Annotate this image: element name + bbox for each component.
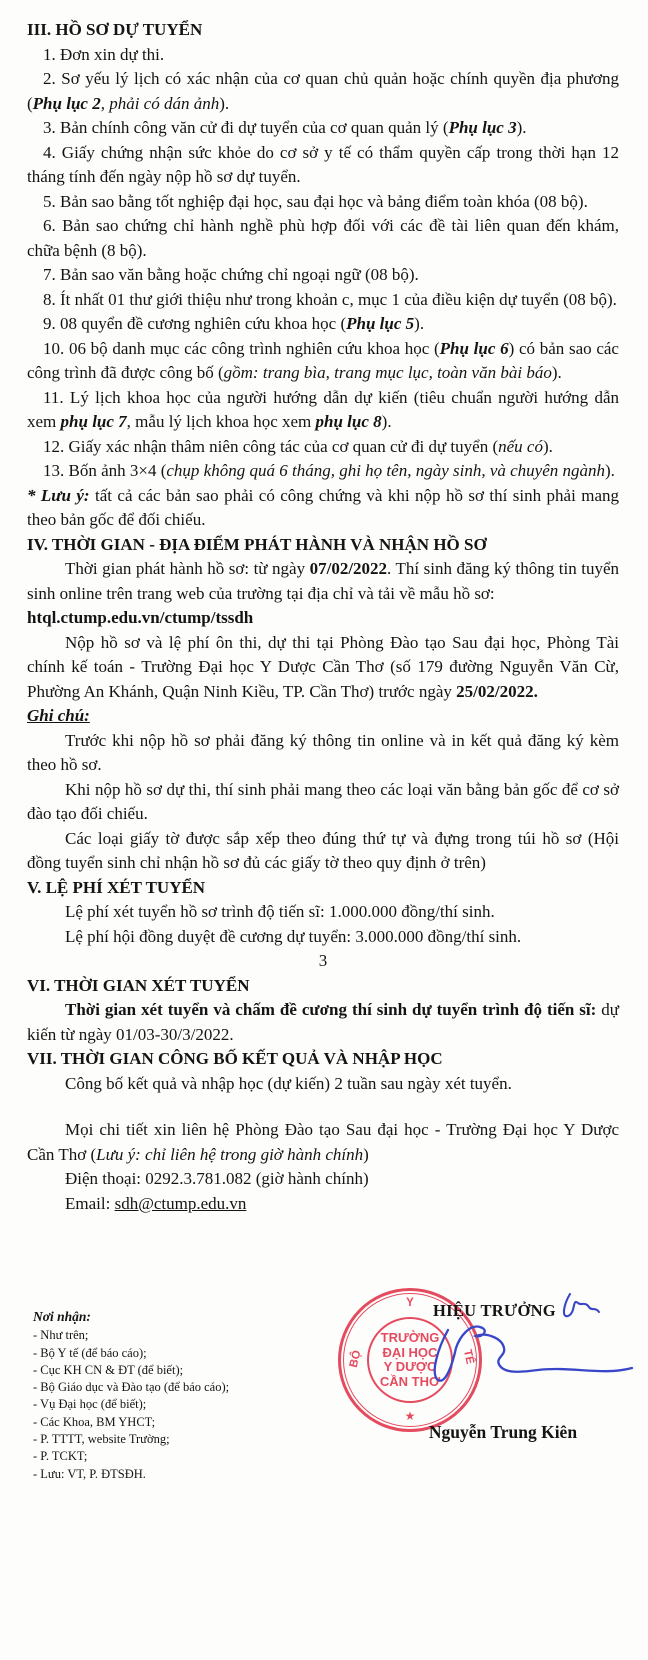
list-item-3: 3. Bản chính công văn cử đi dự tuyển của cơ quan quản lý (Phụ lục 3). [43,118,527,137]
section-heading-iv: IV. THỜI GIAN - ĐỊA ĐIỂM PHÁT HÀNH VÀ NHẬN HỒ SƠ [27,534,487,554]
stamp-ring-right: TẾ [461,1348,477,1366]
recipients-block [33,1308,313,1483]
signature-ink [420,1320,642,1394]
note: * Lưu ý: tất cả các bản sao phải có công chứng và khi nộp hồ sơ thí sinh phải mang theo bản gốc để đối chiếu. [27,485,619,529]
paragraph: Công bố kết quả và nhập học (dự kiến) 2 tuần sau ngày xét tuyển. [65,1073,512,1093]
signer-name: Nguyễn Trung Kiên [428,1422,578,1442]
stamp-line: TRƯỜNG [380,1330,440,1345]
fee-line-2: Lệ phí hội đồng duyệt đề cương dự tuyển: 3.000.000 đồng/thí sinh. [65,926,522,946]
paragraph: Các loại giấy tờ được sắp xếp theo đúng thứ tự và đựng trong túi hồ sơ (Hội đồng tuyển sinh chỉ nhận hồ sơ đủ các giấy tờ theo quy định ở trên) [27,828,619,872]
paragraph: Thời gian phát hành hồ sơ: từ ngày 07/02/2022. Thí sinh đăng ký thông tin tuyển sinh online trên trang web của trường tại địa chỉ và tải về mẫu hồ sơ: [27,559,619,603]
stamp-ring-top: Y [406,1297,414,1309]
list-item-9: 9. 08 quyển đề cương nghiên cứu khoa học (Phụ lục 5). [43,314,425,333]
list-item-6: 6. Bản sao chứng chỉ hành nghề phù hợp đối với các đề tài liên quan đến khám, chữa bệnh (8 bộ). [27,216,619,260]
recipient-item: - P. TCKT; [33,1449,88,1464]
list-item-4: 4. Giấy chứng nhận sức khỏe do cơ sở y tế có thẩm quyền cấp trong thời hạn 12 tháng tính đến ngày nộp hồ sơ dự tuyển. [27,142,619,186]
paragraph: Khi nộp hồ sơ dự thi, thí sinh phải mang theo các loại văn bằng bản gốc để cơ sở đào tạo đối chiếu. [27,779,619,823]
list-item-12: 12. Giấy xác nhận thâm niên công tác của cơ quan cử đi dự tuyển (nếu có). [43,436,553,456]
recipient-item: - Vụ Đại học (để biết); [33,1397,147,1412]
note-heading: Ghi chú: [27,706,90,725]
section-heading-vii: VII. THỜI GIAN CÔNG BỐ KẾT QUẢ VÀ NHẬP HỌC [27,1049,443,1068]
section-heading-vi: VI. THỜI GIAN XÉT TUYỂN [27,975,250,995]
paragraph: Thời gian xét tuyển và chấm đề cương thí sinh dự tuyển trình độ tiến sĩ: dự kiến từ ngày 01/03-30/3/2022. [27,1000,619,1044]
list-item-1: 1. Đơn xin dự thi. [43,44,165,64]
recipient-item: - Như trên; [33,1328,89,1343]
list-item-7: 7. Bản sao văn bằng hoặc chứng chỉ ngoại ngữ (08 bộ). [43,265,419,284]
url: htql.ctump.edu.vn/ctump/tssdh [27,608,254,627]
fee-line-1: Lệ phí xét tuyển hồ sơ trình độ tiến sĩ: 1.000.000 đồng/thí sinh. [65,902,495,921]
recipient-item: - P. TTTT, website Trường; [33,1432,170,1447]
page-number: 3 [318,951,328,970]
list-item-8: 8. Ít nhất 01 thư giới thiệu như trong khoản c, mục 1 của điều kiện dự tuyển (08 bộ). [43,289,617,309]
list-item-10: 10. 06 bộ danh mục các công trình nghiên cứu khoa học (Phụ lục 6) có bản sao các công trình đã được công bố (gồm: trang bìa, trang mục lục, toàn văn bài báo). [27,338,619,382]
phone-line: Điện thoại: 0292.3.781.082 (giờ hành chính) [65,1169,369,1188]
section-heading-iii: III. HỒ SƠ DỰ TUYỂN [27,20,203,39]
document-body [27,18,619,1216]
paragraph: Nộp hồ sơ và lệ phí ôn thi, dự thi tại Phòng Đào tạo Sau đại học, Phòng Tài chính kế toán - Trường Đại học Y Dược Cần Thơ (số 179 đường Nguyễn Văn Cừ, Phường An Khánh, Quận Ninh Kiều, TP. Cần Thơ) trước ngày 25/02/2022. [27,632,619,701]
signer-title: HIỆU TRƯỞNG [433,1301,556,1320]
recipient-item: - Bộ Y tế (để báo cáo); [33,1345,147,1360]
recipient-item: - Cục KH CN & ĐT (để biết); [33,1362,184,1377]
list-item-13: 13. Bốn ảnh 3×4 (chụp không quá 6 tháng, ghi họ tên, ngày sinh, và chuyên ngành). [43,461,615,480]
list-item-5: 5. Bản sao bằng tốt nghiệp đại học, sau đại học và bảng điểm toàn khóa (08 bộ). [43,191,588,211]
paragraph: Trước khi nộp hồ sơ phải đăng ký thông tin online và in kết quả đăng ký kèm theo hồ sơ. [27,730,619,774]
stamp-ring-left: BỘ [347,1349,364,1369]
recipient-item: - Bộ Giáo dục và Đào tạo (để báo cáo); [33,1380,230,1395]
recipients-heading: Nơi nhận: [33,1309,91,1324]
list-item-2: 2. Sơ yếu lý lịch có xác nhận của cơ quan chủ quản hoặc chính quyền địa phương (Phụ lục 2, phải có dán ảnh). [27,69,619,113]
section-heading-v: V. LỆ PHÍ XÉT TUYỂN [27,877,206,897]
list-item-11: 11. Lý lịch khoa học của người hướng dẫn dự kiến (tiêu chuẩn người hướng dẫn xem phụ lục 7, mẫu lý lịch khoa học xem phụ lục 8). [27,387,619,431]
stamp-line: ĐẠI HỌC [382,1344,438,1360]
contact-paragraph: Mọi chi tiết xin liên hệ Phòng Đào tạo Sau đại học - Trường Đại học Y Dược Cần Thơ (Lưu ý: chỉ liên hệ trong giờ hành chính) [27,1120,619,1164]
stamp-line: CẦN THƠ [379,1373,441,1389]
stamp-line: Y DƯỢC [383,1359,437,1374]
recipients-list [33,1327,313,1483]
recipient-item: - Các Khoa, BM YHCT; [33,1414,156,1429]
stamp-star-icon: ★ [404,1409,416,1423]
recipient-item: - Lưu: VT, P. ĐTSĐH. [33,1466,146,1481]
email-line: Email: sdh@ctump.edu.vn [65,1193,247,1213]
